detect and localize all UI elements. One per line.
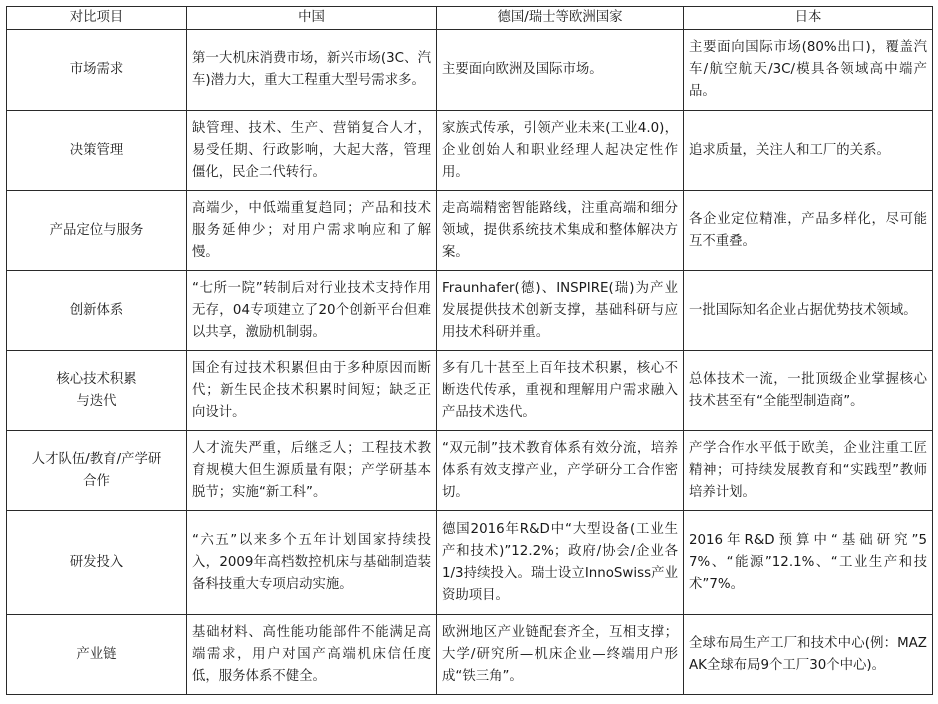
table-row [7,351,933,431]
cell-europe: 德国2016年R&D中“大型设备(工业生产和技术)”12.2%；政府/协会/企业各1/3持续投入。瑞士设立InnoSwiss产业资助项目。 [437,511,684,615]
table-row [7,191,933,271]
cell-europe: 主要面向欧洲及国际市场。 [437,30,684,111]
cell-europe: 多有几十甚至上百年技术积累，核心不断迭代传承，重视和理解用户需求融入产品技术迭代。 [437,351,684,431]
header-item: 对比项目 [7,7,187,30]
header-japan: 日本 [684,7,933,30]
header-china: 中国 [187,7,437,30]
row-label: 研发投入 [7,511,187,615]
row-label: 产业链 [7,615,187,695]
cell-europe: Fraunhafer(德)、INSPIRE(瑞)为产业发展提供技术创新支撑，基础科研与应用技术科研并重。 [437,271,684,351]
header-europe: 德国/瑞士等欧洲国家 [437,7,684,30]
cell-china: 高端少，中低端重复趋同；产品和技术服务延伸少；对用户需求响应和了解慢。 [187,191,437,271]
cell-europe: 欧洲地区产业链配套齐全，互相支撑；大学/研究所—机床企业—终端用户形成“铁三角”。 [437,615,684,695]
cell-japan: 追求质量，关注人和工厂的关系。 [684,111,933,191]
cell-japan: 主要面向国际市场(80%出口)，覆盖汽车/航空航天/3C/模具各领域高中端产品。 [684,30,933,111]
row-label: 核心技术积累 与迭代 [7,351,187,431]
row-label: 创新体系 [7,271,187,351]
cell-china: “七所一院”转制后对行业技术支持作用无存，04专项建立了20个创新平台但难以共享，激励机制弱。 [187,271,437,351]
cell-china: 基础材料、高性能功能部件不能满足高端需求，用户对国产高端机床信任度低，服务体系不健全。 [187,615,437,695]
row-label: 产品定位与服务 [7,191,187,271]
cell-europe: “双元制”技术教育体系有效分流，培养体系有效支撑产业，产学研分工合作密切。 [437,431,684,511]
cell-japan: 全球布局生产工厂和技术中心(例：MAZAK全球布局9个工厂30个中心)。 [684,615,933,695]
cell-china: 国企有过技术积累但由于多种原因而断代；新生民企技术积累时间短；缺乏正向设计。 [187,351,437,431]
table-row [7,271,933,351]
header-row [7,7,933,30]
table-row [7,511,933,615]
comparison-table [6,6,933,695]
cell-china: “六五”以来多个五年计划国家持续投入，2009年高档数控机床与基础制造装备科技重大专项启动实施。 [187,511,437,615]
row-label: 决策管理 [7,111,187,191]
cell-japan: 产学合作水平低于欧美，企业注重工匠精神；可持续发展教育和“实践型”教师培养计划。 [684,431,933,511]
cell-japan: 各企业定位精准，产品多样化，尽可能互不重叠。 [684,191,933,271]
table-row [7,431,933,511]
table-row [7,111,933,191]
cell-china: 第一大机床消费市场，新兴市场(3C、汽车)潜力大，重大工程重大型号需求多。 [187,30,437,111]
cell-china: 人才流失严重，后继乏人；工程技术教育规模大但生源质量有限；产学研基本脱节；实施“新工科”。 [187,431,437,511]
row-label: 人才队伍/教育/产学研 合作 [7,431,187,511]
cell-japan: 一批国际知名企业占据优势技术领域。 [684,271,933,351]
row-label: 市场需求 [7,30,187,111]
cell-china: 缺管理、技术、生产、营销复合人才，易受任期、行政影响，大起大落，管理僵化，民企二代转行。 [187,111,437,191]
table-row [7,615,933,695]
cell-europe: 走高端精密智能路线，注重高端和细分领域，提供系统技术集成和整体解决方案。 [437,191,684,271]
cell-europe: 家族式传承，引领产业未来(工业4.0)，企业创始人和职业经理人起决定性作用。 [437,111,684,191]
cell-japan: 总体技术一流，一批顶级企业掌握核心技术甚至有“全能型制造商”。 [684,351,933,431]
cell-japan: 2016年R&D预算中“基础研究”57%、“能源”12.1%、“工业生产和技术”7%。 [684,511,933,615]
table-row [7,30,933,111]
comparison-table-container [6,6,932,695]
